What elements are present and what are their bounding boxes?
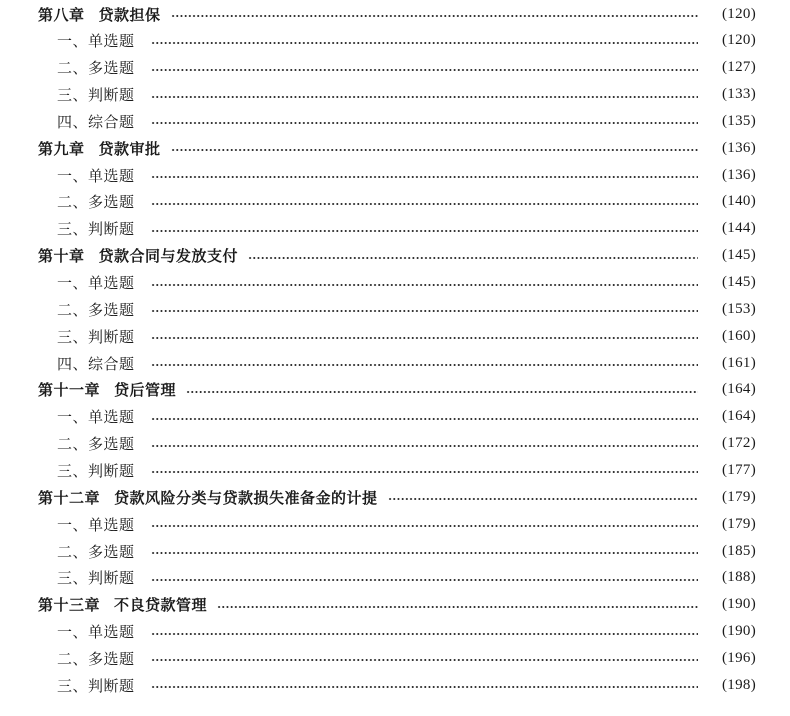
page-number: (133): [722, 86, 756, 103]
toc-section-row[interactable]: [0, 216, 790, 242]
chapter-number: 第十二章: [38, 488, 101, 507]
page-number: (196): [722, 649, 756, 666]
toc-section-title: 三、判断题: [57, 86, 135, 105]
toc-section-title: 二、多选题: [57, 542, 135, 561]
page-number: (190): [722, 596, 756, 613]
page-number: (164): [722, 381, 756, 398]
toc-chapter-row[interactable]: [0, 377, 790, 403]
page-number: (164): [722, 408, 756, 425]
toc-section-row[interactable]: [0, 511, 790, 537]
page-number: (140): [722, 193, 756, 210]
dot-leader: [151, 525, 698, 527]
toc-chapter-row[interactable]: [0, 243, 790, 269]
toc-section-title: 一、单选题: [57, 166, 135, 185]
page-number: (144): [722, 220, 756, 237]
toc-section-row[interactable]: [0, 350, 790, 376]
toc-section-row[interactable]: [0, 323, 790, 349]
toc-chapter-row[interactable]: [0, 135, 790, 161]
chapter-name: 贷款合同与发放支付: [98, 247, 239, 266]
page-number: (153): [722, 300, 756, 317]
dot-leader: [151, 552, 698, 554]
dot-leader: [151, 176, 698, 178]
chapter-number: 第八章: [38, 5, 85, 24]
toc-chapter-row[interactable]: [0, 1, 790, 27]
toc-section-title: 三、判断题: [57, 327, 135, 346]
toc-section-row[interactable]: [0, 538, 790, 564]
toc-section-row[interactable]: [0, 645, 790, 671]
toc-section-row[interactable]: [0, 672, 790, 698]
dot-leader: [151, 96, 698, 98]
dot-leader: [151, 122, 698, 124]
page-number: (127): [722, 59, 756, 76]
toc-section-title: 四、综合题: [57, 112, 135, 131]
page-number: (161): [722, 354, 756, 371]
toc-chapter-title: [38, 487, 378, 508]
toc-section-title: 二、多选题: [57, 59, 135, 78]
dot-leader: [151, 445, 698, 447]
toc-section-title: 三、判断题: [57, 220, 135, 239]
dot-leader: [151, 364, 698, 366]
dot-leader: [151, 337, 698, 339]
toc-section-title: 一、单选题: [57, 32, 135, 51]
page-number: (136): [722, 166, 756, 183]
toc-section-row[interactable]: [0, 270, 790, 296]
chapter-number: 第九章: [38, 139, 85, 158]
toc-section-row[interactable]: [0, 162, 790, 188]
toc-section-row[interactable]: [0, 431, 790, 457]
chapter-name: 贷款担保: [98, 5, 161, 24]
toc-section-title: 二、多选题: [57, 435, 135, 454]
toc-section-title: 二、多选题: [57, 649, 135, 668]
page-number: (145): [722, 247, 756, 264]
page-number: (177): [722, 461, 756, 478]
toc-section-title: 三、判断题: [57, 676, 135, 695]
toc-chapter-row[interactable]: [0, 484, 790, 510]
page-number: (179): [722, 488, 756, 505]
toc-section-title: 一、单选题: [57, 623, 135, 642]
chapter-name: 贷款风险分类与贷款损失准备金的计提: [114, 488, 378, 507]
page-number: (185): [722, 542, 756, 559]
toc-section-row[interactable]: [0, 457, 790, 483]
dot-leader: [151, 69, 698, 71]
dot-leader: [217, 606, 698, 608]
chapter-name: 不良贷款管理: [114, 596, 208, 615]
dot-leader: [151, 659, 698, 661]
chapter-number: 第十一章: [38, 381, 101, 400]
page-number: (145): [722, 274, 756, 290]
dot-leader: [151, 471, 698, 473]
dot-leader: [186, 391, 698, 393]
page-number: (160): [722, 327, 756, 344]
page-number: (172): [722, 435, 756, 452]
toc-section-title: 三、判断题: [57, 461, 135, 480]
toc-section-row[interactable]: [0, 28, 790, 54]
page-number: (198): [722, 676, 756, 693]
page-number: (135): [722, 112, 756, 129]
toc-section-title: 四、综合题: [57, 354, 135, 373]
toc-section-row[interactable]: [0, 565, 790, 591]
chapter-name: 贷后管理: [114, 381, 177, 400]
toc-chapter-title: [38, 245, 238, 266]
toc-section-row[interactable]: [0, 619, 790, 645]
dot-leader: [151, 579, 698, 581]
chapter-number: 第十三章: [38, 596, 101, 615]
dot-leader: [151, 284, 698, 286]
toc-section-row[interactable]: [0, 189, 790, 215]
page-number: (120): [722, 5, 756, 22]
toc-section-title: 一、单选题: [57, 408, 135, 427]
dot-leader: [388, 498, 698, 500]
dot-leader: [151, 203, 698, 205]
toc-section-row[interactable]: [0, 404, 790, 430]
chapter-number: 第十章: [38, 247, 85, 266]
dot-leader: [151, 42, 698, 44]
page-number: (188): [722, 569, 756, 586]
dot-leader: [151, 310, 698, 312]
toc-section-row[interactable]: [0, 55, 790, 81]
chapter-name: 贷款审批: [98, 139, 161, 158]
toc-chapter-title: [38, 138, 161, 159]
dot-leader: [151, 418, 698, 420]
toc-section-title: 二、多选题: [57, 193, 135, 212]
page-number: (190): [722, 623, 756, 640]
dot-leader: [171, 15, 698, 17]
toc-section-row[interactable]: [0, 108, 790, 134]
toc-chapter-title: [38, 379, 176, 400]
toc-section-row[interactable]: [0, 82, 790, 108]
page-number: (136): [722, 139, 756, 156]
dot-leader: [151, 633, 698, 635]
dot-leader: [151, 230, 698, 232]
dot-leader: [151, 686, 698, 688]
dot-leader: [171, 149, 698, 151]
toc-section-row[interactable]: [0, 296, 790, 322]
toc-chapter-title: [38, 594, 207, 615]
toc-section-title: 一、单选题: [57, 274, 135, 292]
page-number: (179): [722, 515, 756, 532]
toc-chapter-title: [38, 4, 161, 25]
page-number: (120): [722, 32, 756, 49]
toc-section-title: 二、多选题: [57, 300, 135, 319]
toc-chapter-row[interactable]: [0, 592, 790, 618]
toc-section-title: 三、判断题: [57, 569, 135, 588]
toc-section-title: 一、单选题: [57, 515, 135, 534]
dot-leader: [248, 257, 698, 259]
